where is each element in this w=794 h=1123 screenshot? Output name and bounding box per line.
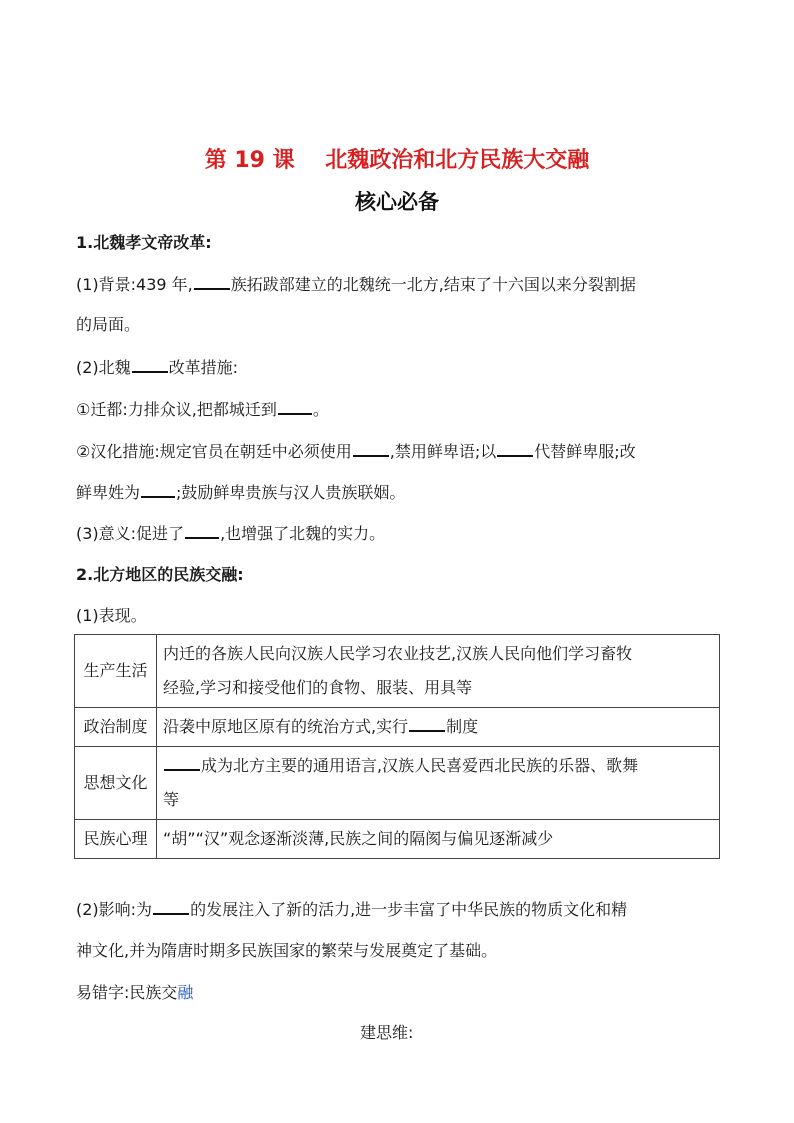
row-key: 生产生活: [75, 635, 157, 708]
row-key: 思想文化: [75, 747, 157, 820]
blank-emperor[interactable]: [132, 356, 168, 373]
blank-common-language[interactable]: [164, 754, 200, 771]
meaning-line: (3)意义:促进了 ,也增强了北魏的实力。: [76, 524, 386, 543]
row-value: 内迁的各族人民向汉族人民学习农业技艺,汉族人民向他们学习畜牧 经验,学习和接受他们的食物、服装、用具等: [157, 635, 720, 708]
blank-ethnicity[interactable]: [194, 273, 230, 290]
row-key: 民族心理: [75, 820, 157, 859]
section2-heading: 2.北方地区的民族交融:: [76, 565, 244, 584]
blank-chinese-nation[interactable]: [153, 898, 189, 915]
table-row: [75, 820, 720, 859]
sinicization-line-2: 鲜卑姓为 ;鼓励鲜卑贵族与汉人贵族联姻。: [76, 483, 406, 502]
move-capital-line: ①迁都:力排众议,把都城迁到 。: [76, 400, 329, 419]
row-value: 成为北方主要的通用语言,汉族人民喜爱西北民族的乐器、歌舞 等: [157, 747, 720, 820]
blank-capital[interactable]: [278, 398, 312, 415]
performance-label: (1)表现。: [76, 606, 147, 625]
background-line: (1)背景:439 年, 族拓跋部建立的北魏统一北方,结束了十六国以来分裂割据: [76, 275, 636, 294]
table-row: [75, 708, 720, 747]
row-key: 政治制度: [75, 708, 157, 747]
background-line-2: 的局面。: [76, 315, 141, 334]
row-value: “胡”“汉”观念逐渐淡薄,民族之间的隔阂与偏见逐渐减少: [157, 820, 720, 859]
table-row: [75, 747, 720, 820]
blank-integration[interactable]: [185, 522, 219, 539]
highlighted-char: 融: [177, 983, 194, 1002]
blank-surname[interactable]: [141, 481, 175, 498]
blank-clothing[interactable]: [497, 440, 533, 457]
footer-label: 建思维:: [360, 1023, 414, 1042]
lesson-title: 第 19 课 北魏政治和北方民族大交融: [204, 148, 590, 173]
typo-note: 易错字:民族交融: [76, 983, 194, 1002]
blank-system[interactable]: [409, 715, 445, 732]
impact-line-2: 神文化,并为隋唐时期多民族国家的繁荣与发展奠定了基础。: [76, 941, 498, 960]
reform-line: (2)北魏 改革措施:: [76, 358, 239, 377]
section-subtitle: 核心必备: [355, 190, 439, 214]
section1-heading: 1.北魏孝文帝改革:: [76, 233, 212, 252]
integration-table: [74, 634, 720, 859]
impact-line: (2)影响:为 的发展注入了新的活力,进一步丰富了中华民族的物质文化和精: [76, 900, 628, 919]
blank-language[interactable]: [353, 440, 389, 457]
row-value: 沿袭中原地区原有的统治方式,实行 制度: [157, 708, 720, 747]
sinicization-line: ②汉化措施:规定官员在朝廷中必须使用 ,禁用鲜卑语;以 代替鲜卑服;改: [76, 442, 636, 461]
table-row: [75, 635, 720, 708]
